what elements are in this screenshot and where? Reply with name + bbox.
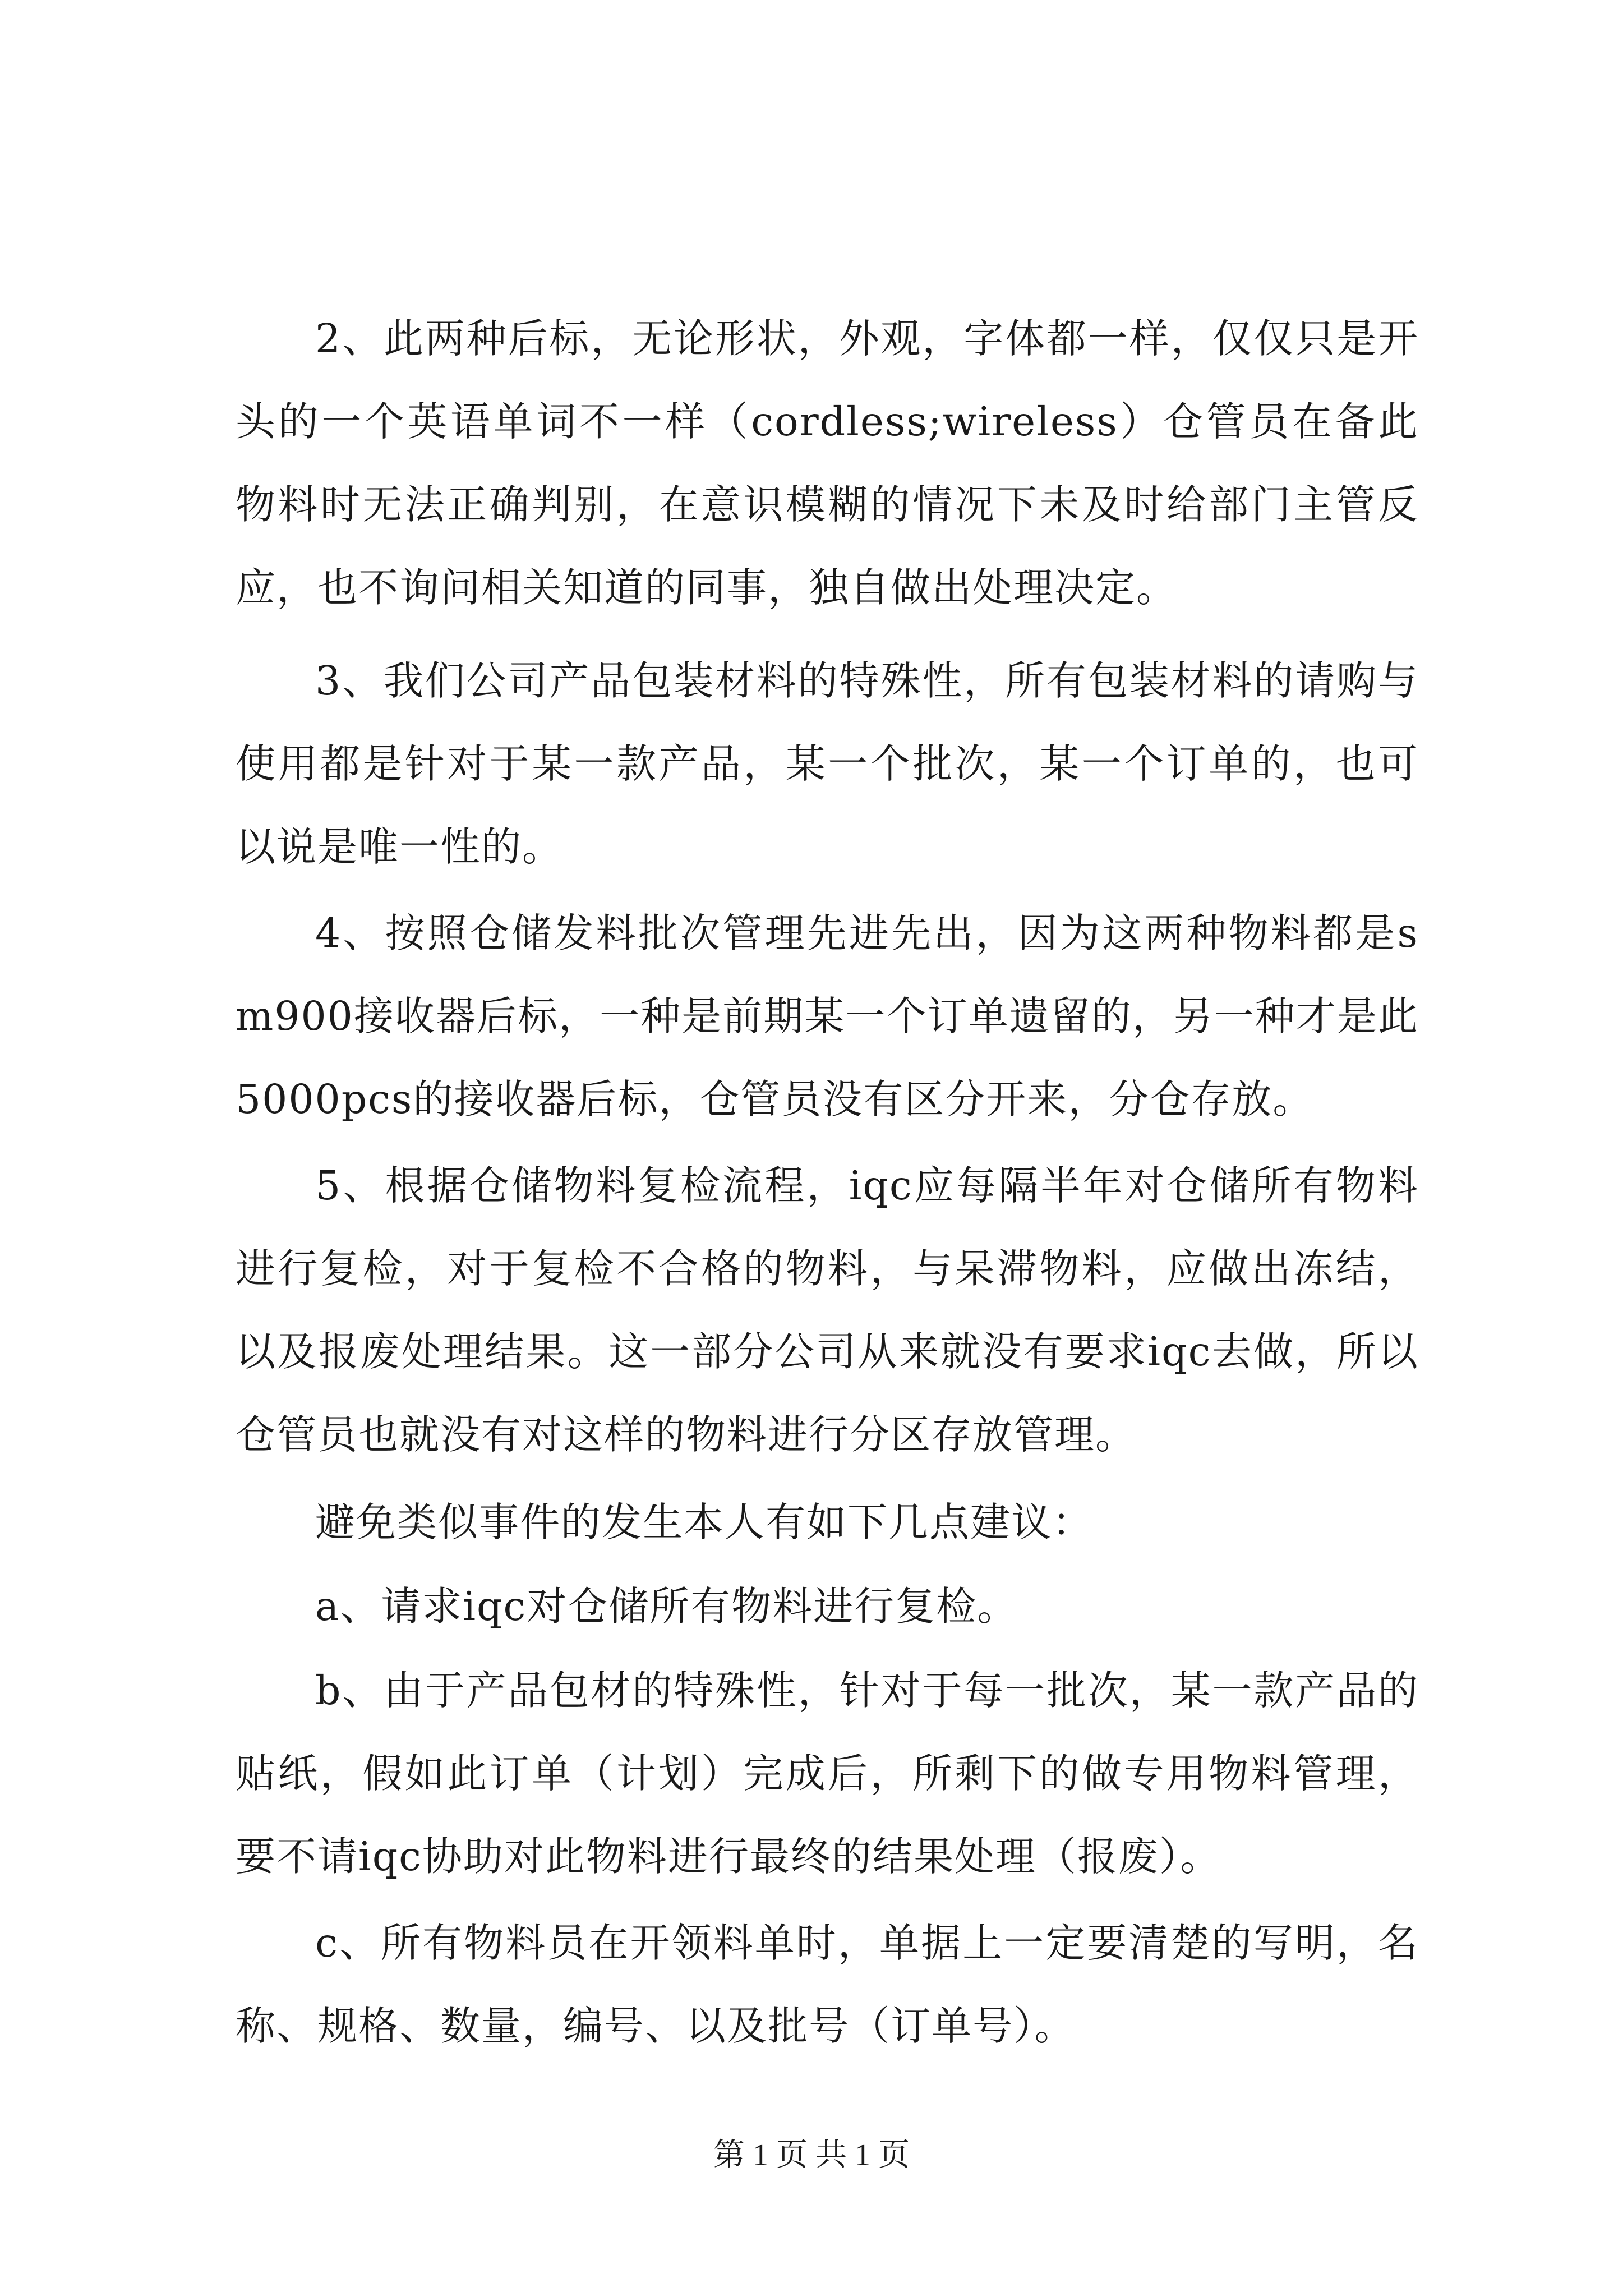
page-number-footer: 第 1 页 共 1 页 (713, 2138, 910, 2173)
paragraph-2: 2、此两种后标，无论形状，外观，字体都一样，仅仅只是开头的一个英语单词不一样（cordless;wireless）仓管员在备此物料时无法正确判别，在意识模糊的情况下未及时给部门主管反应，也不询问相关知道的同事，独自做出处理决定。 (236, 315, 1419, 611)
paragraph-5: 5、根据仓储物料复检流程，iqc应每隔半年对仓储所有物料进行复检，对于复检不合格的物料，与呆滞物料，应做出冻结，以及报废处理结果。这一部分公司从来就没有要求iqc去做，所以仓管员也就没有对这样的物料进行分区存放管理。 (236, 1162, 1419, 1458)
paragraph-4: 4、按照仓储发料批次管理先进先出，因为这两种物料都是sm900接收器后标，一种是前期某一个订单遗留的，另一种才是此5000pcs的接收器后标，仓管员没有区分开来，分仓存放。 (236, 910, 1419, 1122)
suggestion-a: a、请求iqc对仓储所有物料进行复检。 (315, 1583, 1018, 1630)
suggestion-c: c、所有物料员在开领料单时，单据上一定要清楚的写明，名称、规格、数量，编号、以及批号（订单号）。 (236, 1920, 1419, 2049)
suggestions-intro: 避免类似事件的发生本人有如下几点建议： (315, 1499, 1094, 1545)
suggestion-b: b、由于产品包材的特殊性，针对于每一批次，某一款产品的贴纸，假如此订单（计划）完成后，所剩下的做专用物料管理，要不请iqc协助对此物料进行最终的结果处理（报废）。 (236, 1667, 1419, 1880)
paragraph-3: 3、我们公司产品包装材料的特殊性，所有包装材料的请购与使用都是针对于某一款产品，某一个批次，某一个订单的，也可以说是唯一性的。 (236, 657, 1419, 870)
